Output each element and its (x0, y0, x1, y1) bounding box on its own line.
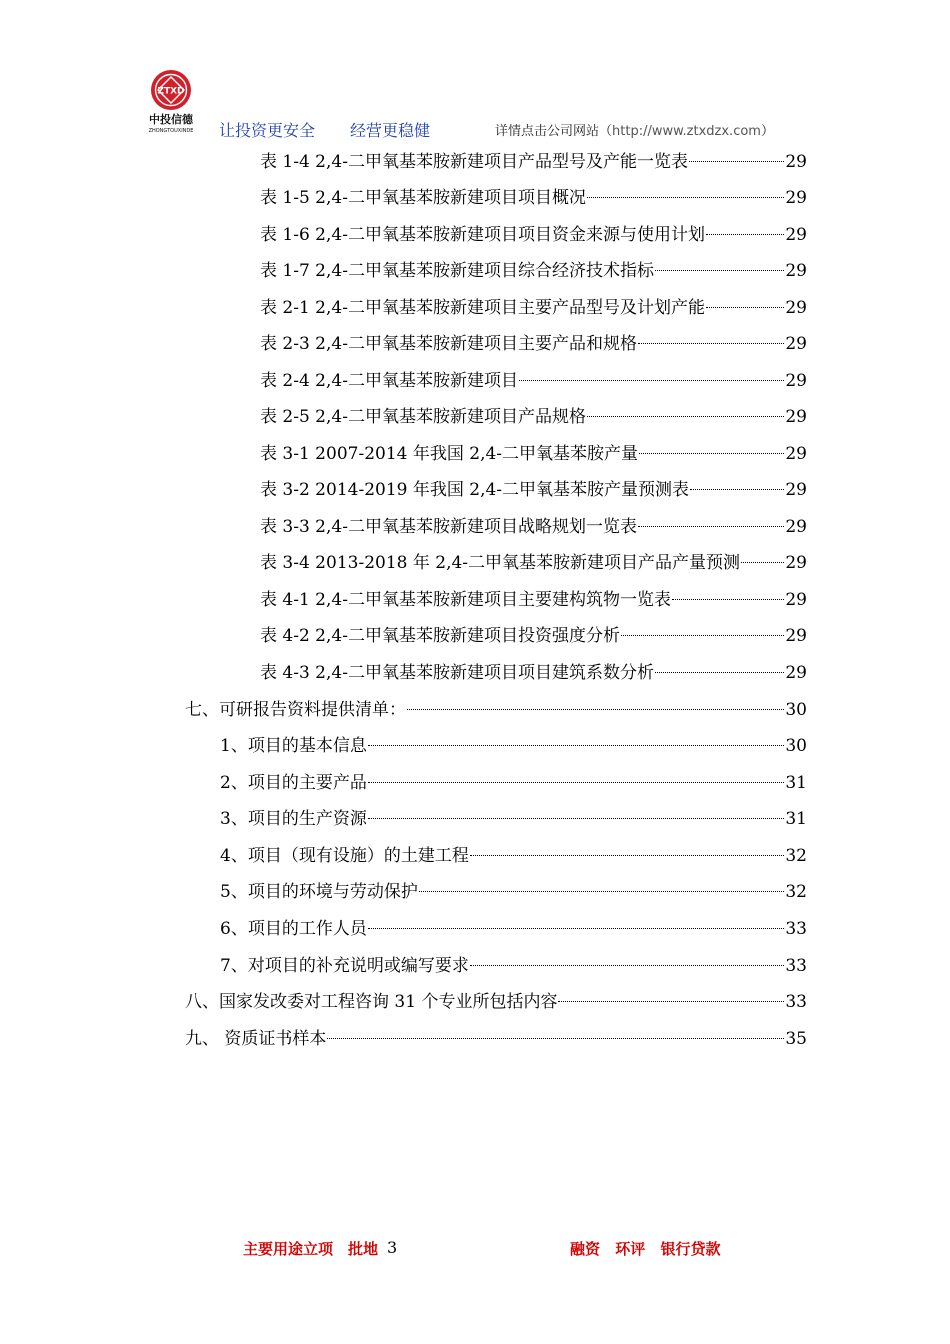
toc-entry-page: 29 (785, 371, 807, 391)
toc-entry[interactable] (260, 149, 807, 175)
leader-dots (706, 307, 784, 308)
toc-entry-title: 表 2-4 2,4-二甲氧基苯胺新建项目 (260, 371, 518, 391)
leader-dots (689, 161, 784, 162)
toc-entry-page: 29 (785, 480, 807, 500)
toc-entry-title: 七、可研报告资料提供清单： (185, 700, 406, 720)
leader-dots (368, 818, 785, 819)
toc-entry-title: 八、国家发改委对工程咨询 31 个专业所包括内容 (185, 992, 558, 1012)
toc-entry[interactable] (220, 806, 807, 832)
leader-dots (621, 635, 784, 636)
toc-entry-title: 3、项目的生产资源 (220, 809, 367, 829)
toc-entry[interactable] (260, 185, 807, 211)
toc-entry[interactable] (260, 623, 807, 649)
toc-entry-title: 表 4-2 2,4-二甲氧基苯胺新建项目投资强度分析 (260, 626, 620, 646)
leader-dots (558, 1001, 784, 1002)
toc-entry-title: 表 1-4 2,4-二甲氧基苯胺新建项目产品型号及产能一览表 (260, 152, 688, 172)
leader-dots (587, 416, 784, 417)
leader-dots (690, 489, 784, 490)
toc-entry-page: 29 (785, 334, 807, 354)
toc-entry-page: 29 (785, 225, 807, 245)
leader-dots (655, 672, 784, 673)
toc-entry-page: 33 (785, 992, 807, 1012)
toc-entry-title: 6、项目的工作人员 (220, 919, 367, 939)
toc-entry-title: 九、 资质证书样本 (185, 1029, 327, 1049)
slogan-stable-business: 经营更稳健 (350, 121, 431, 140)
leader-dots (587, 197, 784, 198)
toc-entry-page: 29 (785, 152, 807, 172)
toc-entry-page: 33 (785, 919, 807, 939)
toc-entry[interactable] (260, 550, 807, 576)
toc-entry-title: 表 3-4 2013-2018 年 2,4-二甲氧基苯胺新建项目产品产量预测 (260, 553, 741, 573)
leader-dots (741, 562, 784, 563)
toc-entry-title: 表 3-1 2007-2014 年我国 2,4-二甲氧基苯胺产量 (260, 444, 639, 464)
leader-dots (470, 855, 785, 856)
toc-entry-page: 30 (785, 736, 807, 756)
toc-entry-title: 表 4-3 2,4-二甲氧基苯胺新建项目项目建筑系数分析 (260, 663, 654, 683)
toc-entry-page: 31 (785, 773, 807, 793)
toc-entry[interactable] (220, 953, 807, 979)
toc-entry-page: 30 (785, 700, 807, 720)
toc-entry-page: 31 (785, 809, 807, 829)
toc-entry-title: 表 3-3 2,4-二甲氧基苯胺新建项目战略规划一览表 (260, 517, 637, 537)
footer-services-right: 融资 环评 银行贷款 (570, 1240, 721, 1258)
toc-entry[interactable] (220, 916, 807, 942)
leader-dots (368, 782, 785, 783)
leader-dots (639, 453, 784, 454)
toc-entry-page: 29 (785, 590, 807, 610)
toc-entry-page: 29 (785, 407, 807, 427)
leader-dots (519, 380, 784, 381)
leader-dots (655, 270, 784, 271)
toc-entry-title: 4、项目（现有设施）的土建工程 (220, 846, 469, 866)
toc-entry[interactable] (260, 441, 807, 467)
logo-text: ZTXD (157, 86, 185, 97)
website-close: ） (760, 124, 774, 139)
website-note (495, 120, 774, 139)
toc-entry-title: 表 1-5 2,4-二甲氧基苯胺新建项目项目概况 (260, 188, 586, 208)
logo-caption: 中投信德 (149, 113, 193, 126)
toc-entry-page: 33 (785, 956, 807, 976)
toc-entry[interactable] (260, 331, 807, 357)
toc-entry[interactable] (260, 477, 807, 503)
toc-entry[interactable] (260, 258, 807, 284)
logo-subcaption: ZHONGTOUXINDE (148, 128, 194, 134)
toc-entry-page: 32 (785, 846, 807, 866)
toc-section[interactable] (185, 989, 807, 1015)
toc-entry-title: 表 4-1 2,4-二甲氧基苯胺新建项目主要建构筑物一览表 (260, 590, 671, 610)
website-url[interactable]: http://www.ztxdzx.com (612, 124, 761, 139)
toc-entry-page: 29 (785, 298, 807, 318)
toc-entry[interactable] (220, 879, 807, 905)
toc-entry[interactable] (260, 368, 807, 394)
leader-dots (419, 891, 785, 892)
toc-entry-title: 表 2-5 2,4-二甲氧基苯胺新建项目产品规格 (260, 407, 586, 427)
toc-entry-title: 表 3-2 2014-2019 年我国 2,4-二甲氧基苯胺产量预测表 (260, 480, 690, 500)
toc-entry-page: 35 (785, 1029, 807, 1049)
toc-entry-title: 表 1-6 2,4-二甲氧基苯胺新建项目项目资金来源与使用计划 (260, 225, 705, 245)
toc-entry-title: 2、项目的主要产品 (220, 773, 367, 793)
toc-entry-title: 1、项目的基本信息 (220, 736, 367, 756)
toc-section[interactable] (185, 697, 807, 723)
page-header (0, 0, 950, 145)
leader-dots (368, 928, 785, 929)
leader-dots (638, 343, 784, 344)
toc-entry[interactable] (220, 770, 807, 796)
toc-section[interactable] (185, 1026, 807, 1052)
toc-entry-page: 29 (785, 553, 807, 573)
leader-dots (327, 1038, 784, 1039)
toc-entry[interactable] (260, 587, 807, 613)
toc-entry-title: 7、对项目的补充说明或编写要求 (220, 956, 469, 976)
toc-entry-page: 29 (785, 517, 807, 537)
toc-entry[interactable] (260, 514, 807, 540)
leader-dots (368, 745, 785, 746)
toc-entry-title: 表 2-1 2,4-二甲氧基苯胺新建项目主要产品型号及计划产能 (260, 298, 705, 318)
toc-entry-page: 29 (785, 626, 807, 646)
footer-services-left: 主要用途立项 批地 (243, 1240, 379, 1258)
toc-entry-title: 表 2-3 2,4-二甲氧基苯胺新建项目主要产品和规格 (260, 334, 637, 354)
toc-entry-page: 32 (785, 882, 807, 902)
toc-entry-page: 29 (785, 663, 807, 683)
toc-entry[interactable] (260, 295, 807, 321)
toc-entry[interactable] (220, 843, 807, 869)
toc-entry[interactable] (220, 733, 807, 759)
slogan-safe-investment: 让投资更安全 (219, 121, 316, 140)
leader-dots (470, 965, 785, 966)
toc-entry-page: 29 (785, 188, 807, 208)
toc-entry[interactable] (260, 660, 807, 686)
page-number: 3 (387, 1238, 398, 1257)
toc-entry[interactable] (260, 404, 807, 430)
leader-dots (672, 599, 784, 600)
website-label: 详情点击公司网站（ (495, 124, 613, 139)
toc-entry-title: 表 1-7 2,4-二甲氧基苯胺新建项目综合经济技术指标 (260, 261, 654, 281)
leader-dots (706, 234, 784, 235)
leader-dots (638, 526, 784, 527)
toc-entry[interactable] (260, 222, 807, 248)
company-logo (140, 68, 202, 138)
toc-entry-title: 5、项目的环境与劳动保护 (220, 882, 418, 902)
leader-dots (407, 709, 784, 710)
toc-entry-page: 29 (785, 444, 807, 464)
toc-entry-page: 29 (785, 261, 807, 281)
